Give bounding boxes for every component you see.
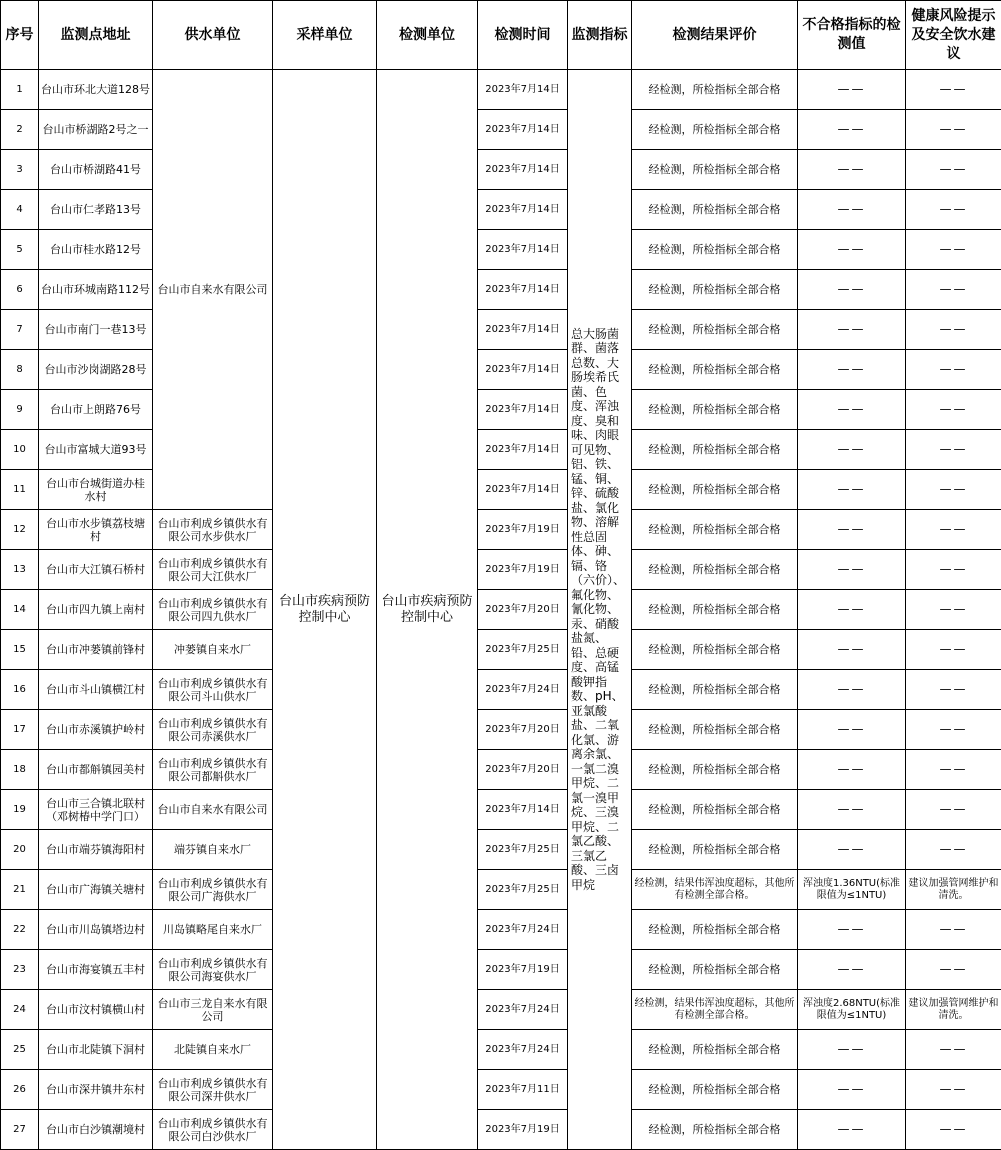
header-advice: 健康风险提示及安全饮水建议 — [906, 1, 1001, 70]
supplier-cell: 台山市利成乡镇供水有限公司斗山供水厂 — [153, 670, 273, 710]
table-row — [1, 470, 1001, 510]
test-time: 2023年7月20日 — [478, 590, 568, 630]
monitoring-address: 台山市都斛镇园美村 — [39, 750, 153, 790]
monitoring-address: 台山市上朗路76号 — [39, 390, 153, 430]
table-row — [1, 990, 1001, 1030]
health-advice: —— — [906, 1070, 1001, 1110]
table-row — [1, 630, 1001, 670]
result-evaluation: 经检测，所检指标全部合格 — [632, 1070, 798, 1110]
row-number: 8 — [1, 350, 39, 390]
test-time: 2023年7月14日 — [478, 430, 568, 470]
monitoring-address: 台山市桥湖路2号之一 — [39, 110, 153, 150]
failed-value: 浑浊度2.68NTU(标准限值为≤1NTU) — [798, 990, 906, 1030]
table-row — [1, 70, 1001, 110]
header-supplier: 供水单位 — [153, 1, 273, 70]
table-row — [1, 230, 1001, 270]
health-advice: 建议加强管网维护和清洗。 — [906, 870, 1001, 910]
result-evaluation: 经检测，所检指标全部合格 — [632, 710, 798, 750]
testing-unit: 台山市疾病预防控制中心 — [377, 70, 478, 1150]
failed-value: —— — [798, 270, 906, 310]
failed-value: —— — [798, 630, 906, 670]
row-number: 24 — [1, 990, 39, 1030]
test-time: 2023年7月20日 — [478, 710, 568, 750]
monitoring-address: 台山市桂水路12号 — [39, 230, 153, 270]
row-number: 11 — [1, 470, 39, 510]
supplier-cell: 冲蒌镇自来水厂 — [153, 630, 273, 670]
test-time: 2023年7月19日 — [478, 1110, 568, 1150]
table-row — [1, 750, 1001, 790]
result-evaluation: 经检测，所检指标全部合格 — [632, 510, 798, 550]
table-row — [1, 550, 1001, 590]
header-address: 监测点地址 — [39, 1, 153, 70]
health-advice: —— — [906, 710, 1001, 750]
table-row — [1, 430, 1001, 470]
monitoring-address: 台山市环北大道128号 — [39, 70, 153, 110]
test-time: 2023年7月24日 — [478, 670, 568, 710]
test-time: 2023年7月14日 — [478, 150, 568, 190]
failed-value: —— — [798, 390, 906, 430]
monitoring-address: 台山市四九镇上南村 — [39, 590, 153, 630]
monitoring-address: 台山市海宴镇五丰村 — [39, 950, 153, 990]
result-evaluation: 经检测，所检指标全部合格 — [632, 910, 798, 950]
result-evaluation: 经检测，所检指标全部合格 — [632, 70, 798, 110]
monitoring-address: 台山市川岛镇塔边村 — [39, 910, 153, 950]
test-time: 2023年7月14日 — [478, 70, 568, 110]
row-number: 25 — [1, 1030, 39, 1070]
table-row — [1, 110, 1001, 150]
table-row — [1, 830, 1001, 870]
test-time: 2023年7月14日 — [478, 790, 568, 830]
monitoring-address: 台山市桥湖路41号 — [39, 150, 153, 190]
health-advice: 建议加强管网维护和清洗。 — [906, 990, 1001, 1030]
monitoring-address: 台山市斗山镇横江村 — [39, 670, 153, 710]
row-number: 13 — [1, 550, 39, 590]
failed-value: —— — [798, 790, 906, 830]
test-time: 2023年7月11日 — [478, 1070, 568, 1110]
health-advice: —— — [906, 150, 1001, 190]
result-evaluation: 经检测，所检指标全部合格 — [632, 230, 798, 270]
supplier-cell: 台山市利成乡镇供水有限公司四九供水厂 — [153, 590, 273, 630]
test-time: 2023年7月14日 — [478, 310, 568, 350]
row-number: 15 — [1, 630, 39, 670]
result-evaluation: 经检测，所检指标全部合格 — [632, 150, 798, 190]
supplier-cell: 台山市自来水有限公司 — [153, 790, 273, 830]
test-time: 2023年7月24日 — [478, 990, 568, 1030]
result-evaluation: 经检测，所检指标全部合格 — [632, 1110, 798, 1150]
monitoring-address: 台山市南门一巷13号 — [39, 310, 153, 350]
result-evaluation: 经检测，结果伟浑浊度超标，其他所有检测全部合格。 — [632, 990, 798, 1030]
table-row — [1, 150, 1001, 190]
health-advice: —— — [906, 1030, 1001, 1070]
result-evaluation: 经检测，所检指标全部合格 — [632, 550, 798, 590]
failed-value: —— — [798, 710, 906, 750]
table-row — [1, 670, 1001, 710]
failed-value: —— — [798, 1070, 906, 1110]
result-evaluation: 经检测，所检指标全部合格 — [632, 630, 798, 670]
monitoring-address: 台山市沙岗湖路28号 — [39, 350, 153, 390]
result-evaluation: 经检测，所检指标全部合格 — [632, 590, 798, 630]
row-number: 22 — [1, 910, 39, 950]
row-number: 7 — [1, 310, 39, 350]
failed-value: —— — [798, 470, 906, 510]
table-row — [1, 1070, 1001, 1110]
table-row — [1, 950, 1001, 990]
monitoring-address: 台山市三合镇北联村（邓树椿中学门口） — [39, 790, 153, 830]
supplier-cell: 台山市利成乡镇供水有限公司赤溪供水厂 — [153, 710, 273, 750]
health-advice: —— — [906, 390, 1001, 430]
table-row — [1, 390, 1001, 430]
supplier-cell: 台山市利成乡镇供水有限公司都斛供水厂 — [153, 750, 273, 790]
failed-value: —— — [798, 670, 906, 710]
test-time: 2023年7月14日 — [478, 230, 568, 270]
row-number: 6 — [1, 270, 39, 310]
row-number: 16 — [1, 670, 39, 710]
monitoring-address: 台山市赤溪镇护岭村 — [39, 710, 153, 750]
health-advice: —— — [906, 190, 1001, 230]
test-time: 2023年7月25日 — [478, 830, 568, 870]
health-advice: —— — [906, 790, 1001, 830]
supplier-cell: 台山市利成乡镇供水有限公司大江供水厂 — [153, 550, 273, 590]
failed-value: —— — [798, 110, 906, 150]
table-row — [1, 190, 1001, 230]
result-evaluation: 经检测，所检指标全部合格 — [632, 310, 798, 350]
supplier-cell: 川岛镇略尾自来水厂 — [153, 910, 273, 950]
health-advice: —— — [906, 1110, 1001, 1150]
failed-value: —— — [798, 950, 906, 990]
test-time: 2023年7月19日 — [478, 510, 568, 550]
monitoring-address: 台山市台城街道办桂水村 — [39, 470, 153, 510]
result-evaluation: 经检测，所检指标全部合格 — [632, 830, 798, 870]
result-evaluation: 经检测，所检指标全部合格 — [632, 390, 798, 430]
row-number: 19 — [1, 790, 39, 830]
supplier-cell: 台山市自来水有限公司 — [153, 70, 273, 510]
failed-value: —— — [798, 750, 906, 790]
header-testing-unit: 检测单位 — [377, 1, 478, 70]
result-evaluation: 经检测，所检指标全部合格 — [632, 470, 798, 510]
failed-value: —— — [798, 230, 906, 270]
table-row — [1, 310, 1001, 350]
monitoring-address: 台山市汶村镇横山村 — [39, 990, 153, 1030]
row-number: 18 — [1, 750, 39, 790]
failed-value: —— — [798, 430, 906, 470]
health-advice: —— — [906, 910, 1001, 950]
header-result: 检测结果评价 — [632, 1, 798, 70]
monitoring-address: 台山市水步镇荔枝塘村 — [39, 510, 153, 550]
health-advice: —— — [906, 590, 1001, 630]
failed-value: —— — [798, 830, 906, 870]
table-row — [1, 790, 1001, 830]
supplier-cell: 台山市利成乡镇供水有限公司海宴供水厂 — [153, 950, 273, 990]
test-time: 2023年7月24日 — [478, 1030, 568, 1070]
row-number: 14 — [1, 590, 39, 630]
table-row — [1, 710, 1001, 750]
header-test-time: 检测时间 — [478, 1, 568, 70]
health-advice: —— — [906, 510, 1001, 550]
result-evaluation: 经检测，所检指标全部合格 — [632, 270, 798, 310]
header-indicators: 监测指标 — [568, 1, 632, 70]
failed-value: —— — [798, 590, 906, 630]
health-advice: —— — [906, 830, 1001, 870]
test-time: 2023年7月14日 — [478, 110, 568, 150]
failed-value: —— — [798, 550, 906, 590]
header-failed-value: 不合格指标的检测值 — [798, 1, 906, 70]
failed-value: —— — [798, 1110, 906, 1150]
supplier-cell: 北陡镇自来水厂 — [153, 1030, 273, 1070]
header-no: 序号 — [1, 1, 39, 70]
row-number: 21 — [1, 870, 39, 910]
table-row — [1, 910, 1001, 950]
result-evaluation: 经检测，所检指标全部合格 — [632, 790, 798, 830]
health-advice: —— — [906, 270, 1001, 310]
row-number: 27 — [1, 1110, 39, 1150]
monitoring-address: 台山市仁孝路13号 — [39, 190, 153, 230]
row-number: 1 — [1, 70, 39, 110]
result-evaluation: 经检测，所检指标全部合格 — [632, 1030, 798, 1070]
supplier-cell: 台山市利成乡镇供水有限公司白沙供水厂 — [153, 1110, 273, 1150]
result-evaluation: 经检测，所检指标全部合格 — [632, 110, 798, 150]
table-row — [1, 870, 1001, 910]
test-time: 2023年7月24日 — [478, 910, 568, 950]
result-evaluation: 经检测，所检指标全部合格 — [632, 670, 798, 710]
monitoring-address: 台山市大江镇石桥村 — [39, 550, 153, 590]
row-number: 20 — [1, 830, 39, 870]
result-evaluation: 经检测，结果伟浑浊度超标，其他所有检测全部合格。 — [632, 870, 798, 910]
health-advice: —— — [906, 230, 1001, 270]
test-time: 2023年7月14日 — [478, 350, 568, 390]
row-number: 26 — [1, 1070, 39, 1110]
supplier-cell: 端芬镇自来水厂 — [153, 830, 273, 870]
test-time: 2023年7月25日 — [478, 870, 568, 910]
test-time: 2023年7月20日 — [478, 750, 568, 790]
health-advice: —— — [906, 550, 1001, 590]
monitoring-address: 台山市环城南路112号 — [39, 270, 153, 310]
test-time: 2023年7月19日 — [478, 950, 568, 990]
monitoring-address: 台山市广海镇关塘村 — [39, 870, 153, 910]
table-row — [1, 270, 1001, 310]
row-number: 4 — [1, 190, 39, 230]
header-row — [1, 1, 1001, 70]
failed-value: —— — [798, 510, 906, 550]
supplier-cell: 台山市利成乡镇供水有限公司深井供水厂 — [153, 1070, 273, 1110]
test-time: 2023年7月14日 — [478, 390, 568, 430]
health-advice: —— — [906, 950, 1001, 990]
supplier-cell: 台山市利成乡镇供水有限公司广海供水厂 — [153, 870, 273, 910]
indicators-list: 总大肠菌群、菌落总数、大肠埃希氏菌、色度、浑浊度、臭和味、肉眼可见物、铝、铁、锰、铜、锌、硫酸盐、氯化物、溶解性总固体、砷、镉、铬（六价）、氟化物、氰化物、汞、硝酸盐氮、铅、总硬度、高锰酸钾指数、pH、亚氯酸盐、二氧化氯、游离余氯、一氯二溴甲烷、二氯一溴甲烷、三溴甲烷、二氯乙酸、三氯乙酸、三卤甲烷 — [568, 70, 632, 1150]
row-number: 3 — [1, 150, 39, 190]
table-row — [1, 590, 1001, 630]
health-advice: —— — [906, 670, 1001, 710]
failed-value: —— — [798, 910, 906, 950]
result-evaluation: 经检测，所检指标全部合格 — [632, 430, 798, 470]
table-row — [1, 350, 1001, 390]
health-advice: —— — [906, 430, 1001, 470]
sampling-unit: 台山市疾病预防控制中心 — [273, 70, 377, 1150]
test-time: 2023年7月25日 — [478, 630, 568, 670]
result-evaluation: 经检测，所检指标全部合格 — [632, 350, 798, 390]
test-time: 2023年7月14日 — [478, 270, 568, 310]
monitoring-address: 台山市富城大道93号 — [39, 430, 153, 470]
supplier-cell: 台山市三龙自来水有限公司 — [153, 990, 273, 1030]
table-row — [1, 1030, 1001, 1070]
row-number: 12 — [1, 510, 39, 550]
monitoring-address: 台山市白沙镇潮境村 — [39, 1110, 153, 1150]
monitoring-address: 台山市端芬镇海阳村 — [39, 830, 153, 870]
monitoring-address: 台山市深井镇井东村 — [39, 1070, 153, 1110]
health-advice: —— — [906, 110, 1001, 150]
row-number: 9 — [1, 390, 39, 430]
failed-value: —— — [798, 70, 906, 110]
failed-value: —— — [798, 310, 906, 350]
failed-value: —— — [798, 190, 906, 230]
failed-value: —— — [798, 1030, 906, 1070]
result-evaluation: 经检测，所检指标全部合格 — [632, 750, 798, 790]
header-sampling-unit: 采样单位 — [273, 1, 377, 70]
row-number: 2 — [1, 110, 39, 150]
supplier-cell: 台山市利成乡镇供水有限公司水步供水厂 — [153, 510, 273, 550]
test-time: 2023年7月14日 — [478, 470, 568, 510]
failed-value: —— — [798, 150, 906, 190]
health-advice: —— — [906, 630, 1001, 670]
result-evaluation: 经检测，所检指标全部合格 — [632, 190, 798, 230]
monitoring-address: 台山市北陡镇下洞村 — [39, 1030, 153, 1070]
health-advice: —— — [906, 70, 1001, 110]
row-number: 17 — [1, 710, 39, 750]
health-advice: —— — [906, 350, 1001, 390]
monitoring-address: 台山市冲蒌镇前锋村 — [39, 630, 153, 670]
test-time: 2023年7月14日 — [478, 190, 568, 230]
row-number: 23 — [1, 950, 39, 990]
row-number: 10 — [1, 430, 39, 470]
row-number: 5 — [1, 230, 39, 270]
failed-value: 浑浊度1.36NTU(标准限值为≤1NTU) — [798, 870, 906, 910]
health-advice: —— — [906, 310, 1001, 350]
table-row — [1, 510, 1001, 550]
health-advice: —— — [906, 750, 1001, 790]
failed-value: —— — [798, 350, 906, 390]
test-time: 2023年7月19日 — [478, 550, 568, 590]
result-evaluation: 经检测，所检指标全部合格 — [632, 950, 798, 990]
health-advice: —— — [906, 470, 1001, 510]
table-row — [1, 1110, 1001, 1150]
